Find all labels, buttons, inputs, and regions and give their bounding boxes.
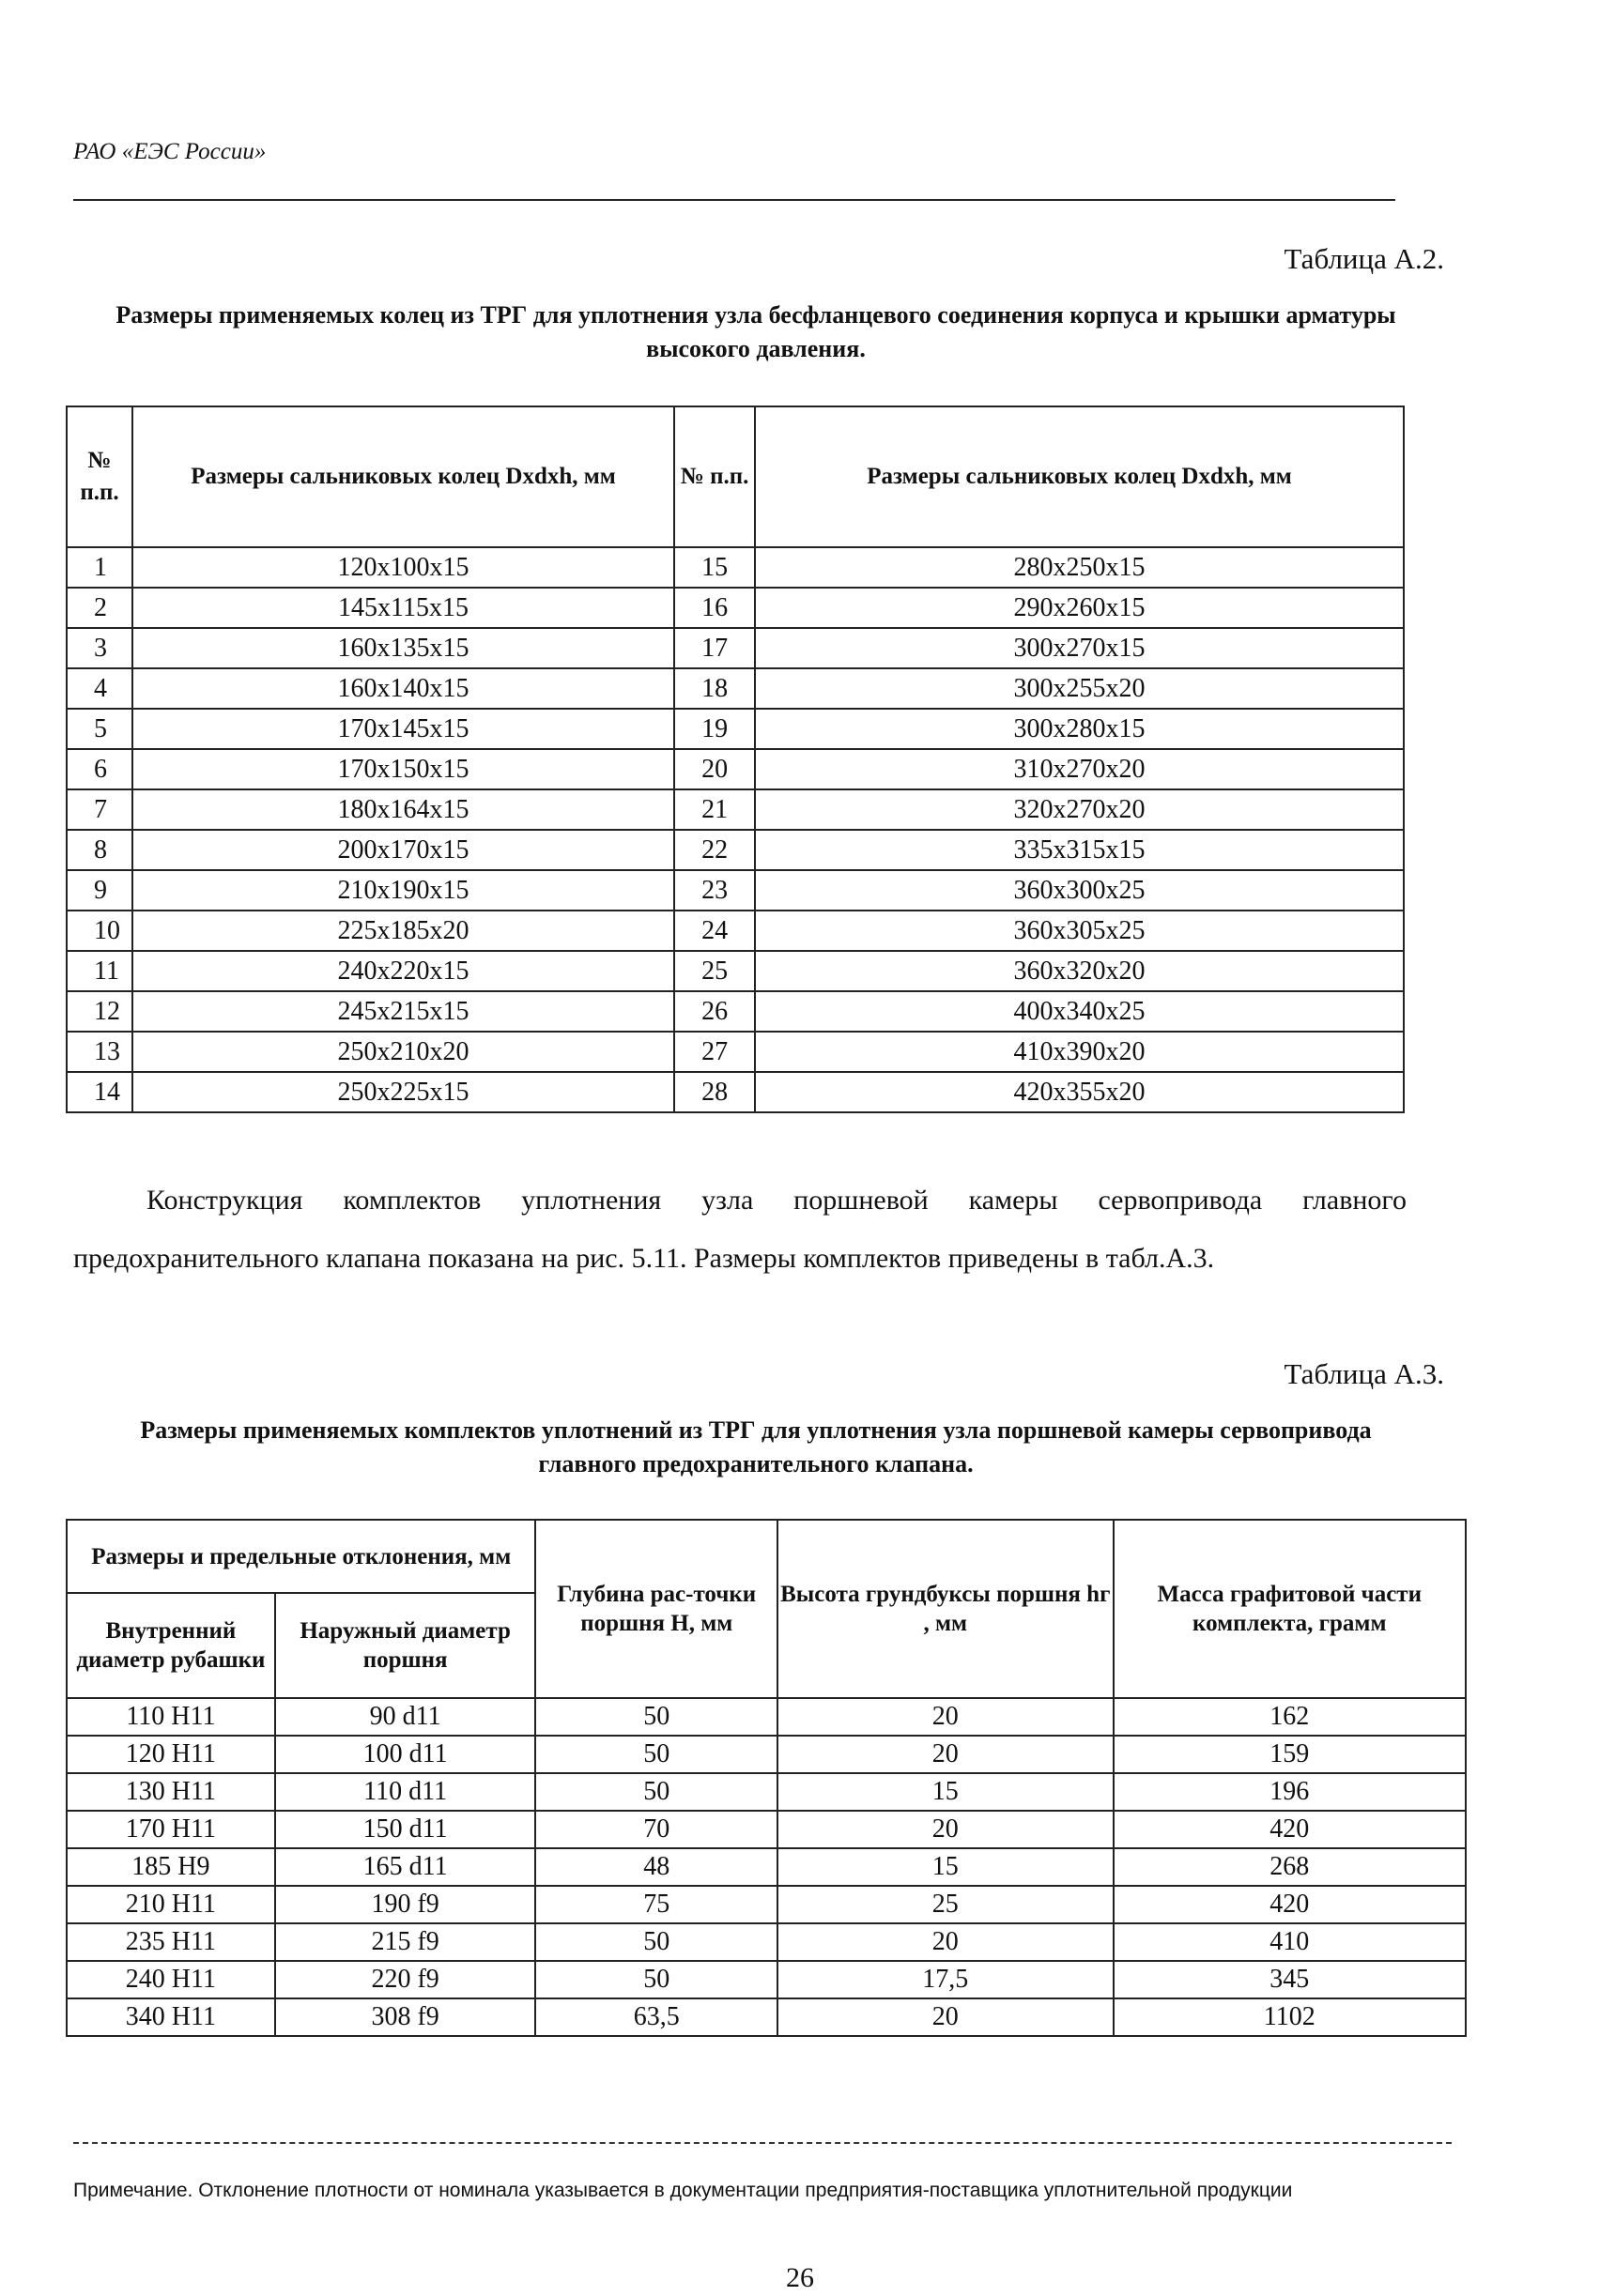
outer-diameter-cell: 165 d11 [275,1848,536,1886]
table-a2 [66,406,1405,1113]
column-header-size: Размеры сальниковых колец Dxdxh, мм [132,406,674,547]
ring-size-cell: 360x305x25 [755,911,1404,951]
footnote-rule [73,2142,1452,2144]
document-header: РАО «ЕЭС России» [73,139,267,164]
inner-diameter-cell: 185 H9 [67,1848,275,1886]
height-cell: 20 [777,1811,1113,1848]
table-a3 [66,1519,1467,2037]
mass-cell: 268 [1114,1848,1466,1886]
mass-cell: 420 [1114,1811,1466,1848]
outer-diameter-cell: 100 d11 [275,1736,536,1773]
height-cell: 20 [777,1736,1113,1773]
row-number-cell: 19 [674,709,755,749]
column-header-depth: Глубина рас-точки поршня Н, мм [535,1520,777,1698]
height-cell: 15 [777,1848,1113,1886]
height-cell: 17,5 [777,1961,1113,1998]
outer-diameter-cell: 150 d11 [275,1811,536,1848]
column-header-height: Высота грундбуксы поршня hг , мм [777,1520,1113,1698]
column-header-number: № п.п. [674,406,755,547]
ring-size-cell: 360x300x25 [755,870,1404,911]
ring-size-cell: 225x185x20 [132,911,674,951]
height-cell: 15 [777,1773,1113,1811]
page-number: 26 [786,2262,814,2293]
height-cell: 20 [777,1923,1113,1961]
ring-size-cell: 310x270x20 [755,749,1404,789]
depth-cell: 63,5 [535,1998,777,2036]
ring-size-cell: 160x140x15 [132,668,674,709]
ring-size-cell: 300x280x15 [755,709,1404,749]
inner-diameter-cell: 235 H11 [67,1923,275,1961]
mass-cell: 162 [1114,1698,1466,1736]
inner-diameter-cell: 110 H11 [67,1698,275,1736]
ring-size-cell: 170x150x15 [132,749,674,789]
inner-diameter-cell: 130 H11 [67,1773,275,1811]
table-row [67,951,1404,991]
column-header-inner-diameter: Внутренний диаметр рубашки [67,1593,275,1698]
ring-size-cell: 360x320x20 [755,951,1404,991]
table-row [67,1961,1466,1998]
row-number-cell: 14 [67,1072,132,1112]
row-number-cell: 15 [674,547,755,588]
ring-size-cell: 250x210x20 [132,1032,674,1072]
mass-cell: 345 [1114,1961,1466,1998]
ring-size-cell: 300x270x15 [755,628,1404,668]
table-header-row [67,406,1404,547]
row-number-cell: 11 [67,951,132,991]
table-a3-caption: Таблица А.3. [1284,1357,1444,1390]
table-a3-title: Размеры применяемых комплектов уплотнений из ТРГ для уплотнения узла поршневой камеры сервопривода главного предохранительного клапана. [140,1416,1372,1477]
inner-diameter-cell: 340 H11 [67,1998,275,2036]
ring-size-cell: 420x355x20 [755,1072,1404,1112]
table-row [67,1923,1466,1961]
ring-size-cell: 145x115x15 [132,588,674,628]
depth-cell: 50 [535,1736,777,1773]
inner-diameter-cell: 170 H11 [67,1811,275,1848]
row-number-cell: 12 [67,991,132,1032]
table-row [67,1032,1404,1072]
table-a3-body [67,1698,1466,2036]
mass-cell: 159 [1114,1736,1466,1773]
outer-diameter-cell: 220 f9 [275,1961,536,1998]
outer-diameter-cell: 110 d11 [275,1773,536,1811]
row-number-cell: 10 [67,911,132,951]
table-row [67,1072,1404,1112]
ring-size-cell: 200x170x15 [132,830,674,870]
ring-size-cell: 180x164x15 [132,789,674,830]
row-number-cell: 24 [674,911,755,951]
ring-size-cell: 400x340x25 [755,991,1404,1032]
table-header-row [67,1520,1466,1593]
row-number-cell: 25 [674,951,755,991]
ring-size-cell: 410x390x20 [755,1032,1404,1072]
table-row [67,668,1404,709]
height-cell: 20 [777,1698,1113,1736]
table-row [67,991,1404,1032]
ring-size-cell: 290x260x15 [755,588,1404,628]
mass-cell: 1102 [1114,1998,1466,2036]
table-row [67,749,1404,789]
table-row [67,1811,1466,1848]
row-number-cell: 23 [674,870,755,911]
column-header-size: Размеры сальниковых колец Dxdxh, мм [755,406,1404,547]
mass-cell: 410 [1114,1923,1466,1961]
mass-cell: 196 [1114,1773,1466,1811]
row-number-cell: 22 [674,830,755,870]
row-number-cell: 16 [674,588,755,628]
table-row [67,547,1404,588]
row-number-cell: 13 [67,1032,132,1072]
table-row [67,628,1404,668]
ring-size-cell: 120x100x15 [132,547,674,588]
row-number-cell: 5 [67,709,132,749]
inner-diameter-cell: 120 H11 [67,1736,275,1773]
row-number-cell: 27 [674,1032,755,1072]
row-number-cell: 7 [67,789,132,830]
table-row [67,709,1404,749]
table-row [67,1773,1466,1811]
ring-size-cell: 250x225x15 [132,1072,674,1112]
row-number-cell: 4 [67,668,132,709]
outer-diameter-cell: 308 f9 [275,1998,536,2036]
ring-size-cell: 300x255x20 [755,668,1404,709]
outer-diameter-cell: 190 f9 [275,1886,536,1923]
inner-diameter-cell: 240 H11 [67,1961,275,1998]
height-cell: 25 [777,1886,1113,1923]
table-row [67,830,1404,870]
table-row [67,1848,1466,1886]
ring-size-cell: 320x270x20 [755,789,1404,830]
table-a2-caption: Таблица А.2. [1284,242,1444,275]
depth-cell: 50 [535,1923,777,1961]
outer-diameter-cell: 215 f9 [275,1923,536,1961]
height-cell: 20 [777,1998,1113,2036]
ring-size-cell: 160x135x15 [132,628,674,668]
ring-size-cell: 210x190x15 [132,870,674,911]
table-row [67,1736,1466,1773]
row-number-cell: 26 [674,991,755,1032]
inner-diameter-cell: 210 H11 [67,1886,275,1923]
table-row [67,1698,1466,1736]
ring-size-cell: 170x145x15 [132,709,674,749]
row-number-cell: 17 [674,628,755,668]
ring-size-cell: 335x315x15 [755,830,1404,870]
table-a2-body [67,547,1404,1112]
table-row [67,1998,1466,2036]
ring-size-cell: 245x215x15 [132,991,674,1032]
outer-diameter-cell: 90 d11 [275,1698,536,1736]
ring-size-cell: 240x220x15 [132,951,674,991]
row-number-cell: 3 [67,628,132,668]
column-header-number: № п.п. [67,406,132,547]
row-number-cell: 1 [67,547,132,588]
table-row [67,911,1404,951]
depth-cell: 50 [535,1961,777,1998]
row-number-cell: 21 [674,789,755,830]
table-a2-title: Размеры применяемых колец из ТРГ для уплотнения узла бесфланцевого соединения корпуса и крышки арматуры высокого давления. [115,301,1396,362]
table-row [67,588,1404,628]
row-number-cell: 28 [674,1072,755,1112]
depth-cell: 75 [535,1886,777,1923]
table-row [67,870,1404,911]
table-row [67,1886,1466,1923]
depth-cell: 50 [535,1698,777,1736]
row-number-cell: 8 [67,830,132,870]
mass-cell: 420 [1114,1886,1466,1923]
column-header-mass: Масса графитовой части комплекта, грамм [1114,1520,1466,1698]
depth-cell: 48 [535,1848,777,1886]
row-number-cell: 9 [67,870,132,911]
row-number-cell: 20 [674,749,755,789]
footnote: Примечание. Отклонение плотности от номинала указывается в документации предприятия-поставщика уплотнительной продукции [73,2180,1293,2201]
row-number-cell: 2 [67,588,132,628]
row-number-cell: 6 [67,749,132,789]
row-number-cell: 18 [674,668,755,709]
column-group-header: Размеры и предельные отклонения, мм [67,1520,535,1593]
table-row [67,789,1404,830]
column-header-outer-diameter: Наружный диаметр поршня [275,1593,536,1698]
body-paragraph: Конструкция комплектов уплотнения узла поршневой камеры сервопривода главного предохранительного клапана показана на рис. 5.11. Размеры комплектов приведены в табл.А.3. [73,1185,1407,1274]
header-rule [73,199,1395,201]
ring-size-cell: 280x250x15 [755,547,1404,588]
depth-cell: 70 [535,1811,777,1848]
depth-cell: 50 [535,1773,777,1811]
